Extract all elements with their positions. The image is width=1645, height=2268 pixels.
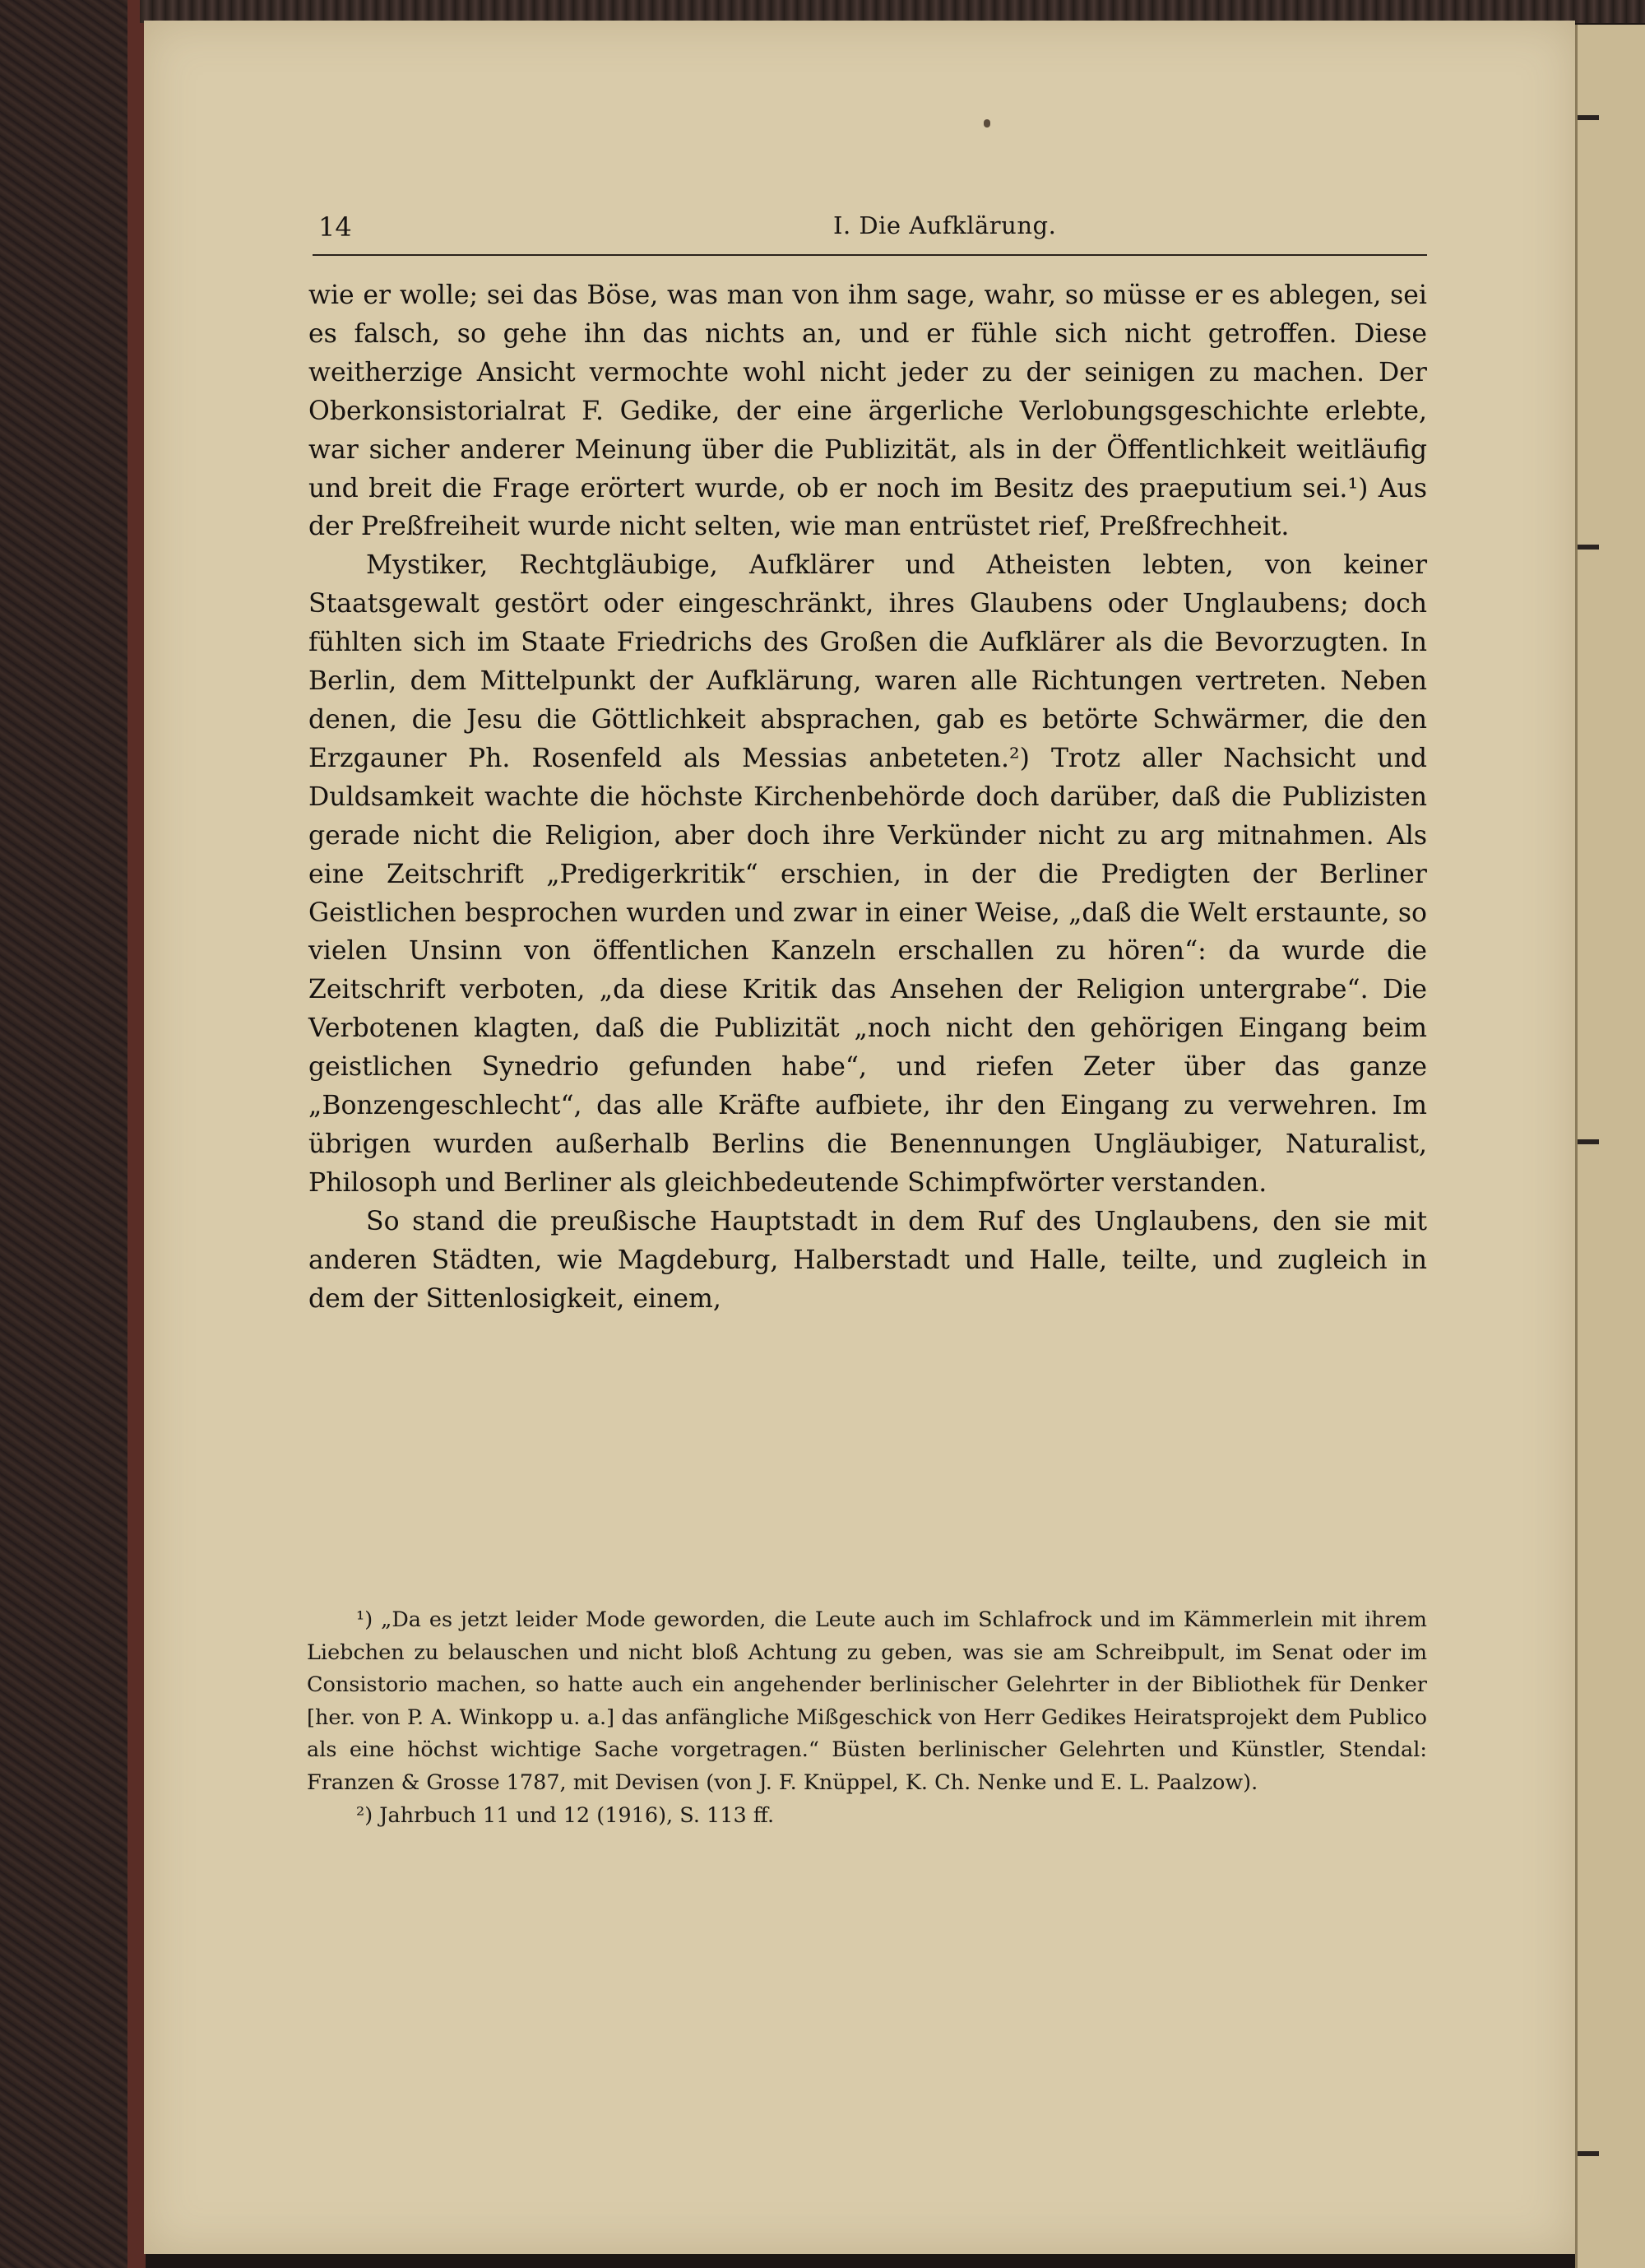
top-cover-edge	[140, 0, 1645, 23]
paragraph: So stand die preußische Hauptstadt in dem Ruf des Unglaubens, den sie mit anderen Städten, wie Magdeburg, Halberstadt und Halle, teilte, und zugleich in dem der Sittenlosigkeit, einem,	[308, 1206, 1427, 1314]
page-number: 14	[318, 211, 352, 243]
page-tab-mark	[1578, 2151, 1599, 2156]
footnotes	[307, 1604, 1427, 1832]
binding-edge	[127, 0, 146, 2268]
paragraph: wie er wolle; sei das Böse, was man von ihm sage, wahr, so müsse er es ablegen, sei es falsch, so gehe ihn das nichts an, und er fühle sich nicht getroffen. Diese weitherzige Ansicht vermochte wohl nicht jeder zu der seinigen zu machen. Der Oberkonsistorialrat F. Gedike, der eine ärgerliche Verlobungsgeschichte erlebte, war sicher anderer Meinung über die Publizität, als in der Öffentlichkeit weitläufig und breit die Frage erörtert wurde, ob er noch im Besitz des praeputium sei.¹) Aus der Preßfreiheit wurde nicht selten, wie man entrüstet rief, Preßfrechheit.	[308, 281, 1427, 542]
header-rule	[313, 254, 1427, 256]
book-binding	[0, 0, 144, 2268]
footnote: ¹) „Da es jetzt leider Mode geworden, die Leute auch im Schlafrock und im Kämmerlein mit ihrem Liebchen zu belauschen und nicht bloß Achtung zu geben, was sie am Schreibpult, im Senat oder im Consistorio machen, so hatte auch ein angehender berlinischer Gelehrter in der Bibliothek für Denker [her. von P. A. Winkopp u. a.] das anfängliche Mißgeschick von Herr Gedikes Heiratsprojekt dem Publico als eine höchst wichtige Sache vorgetragen.“ Büsten berlinischer Gelehrten und Künstler, Stendal: Franzen & Grosse 1787, mit Devisen (von J. F. Knüppel, K. Ch. Nenke und E. L. Paalzow).	[307, 1607, 1427, 1795]
footnote: ²) Jahrbuch 11 und 12 (1916), S. 113 ff.	[356, 1802, 775, 1828]
running-head	[318, 210, 1427, 259]
page-tab-mark	[1578, 1139, 1599, 1144]
running-title: I. Die Aufklärung.	[833, 211, 1057, 239]
page-tab-mark	[1578, 115, 1599, 120]
paper-speck	[984, 119, 990, 128]
page-tab-mark	[1578, 545, 1599, 550]
next-page-edge	[1575, 25, 1645, 2268]
main-text	[308, 276, 1427, 1318]
paragraph: Mystiker, Rechtgläubige, Aufklärer und Atheisten lebten, von keiner Staatsgewalt gestört oder eingeschränkt, ihres Glaubens oder Unglaubens; doch fühlten sich im Staate Friedrichs des Großen die Aufklärer als die Bevorzugten. In Berlin, dem Mittelpunkt der Aufklärung, waren alle Richtungen vertreten. Neben denen, die Jesu die Göttlichkeit absprachen, gab es betörte Schwärmer, die den Erzgauner Ph. Rosenfeld als Messias anbeteten.²) Trotz aller Nachsicht und Duldsamkeit wachte die höchste Kirchenbehörde doch darüber, daß die Publizisten gerade nicht die Religion, aber doch ihre Verkünder nicht zu arg mitnahmen. Als eine Zeitschrift „Predigerkritik“ erschien, in der die Predigten der Berliner Geistlichen besprochen wurden und zwar in einer Weise, „daß die Welt erstaunte, so vielen Unsinn von öffentlichen Kanzeln erschallen zu hören“: da wurde die Zeitschrift verboten, „da diese Kritik das Ansehen der Religion untergrabe“. Die Verbotenen klagten, daß die Publizität „noch nicht den gehörigen Eingang beim geistlichen Synedrio gefunden habe“, und riefen Zeter über das ganze „Bonzengeschlecht“, das alle Kräfte aufbiete, ihr den Eingang zu verwehren. Im übrigen wurden außerhalb Berlins die Benennungen Ungläubiger, Naturalist, Philosoph und Berliner als gleichbedeutende Schimpfwörter verstanden.	[308, 550, 1427, 1198]
